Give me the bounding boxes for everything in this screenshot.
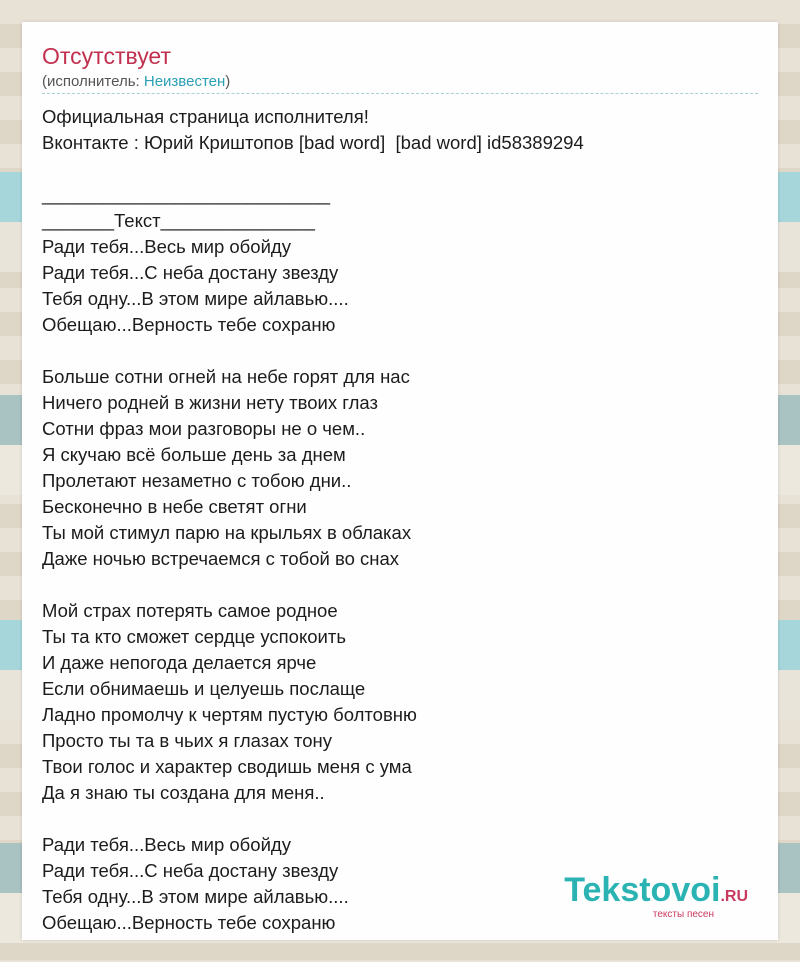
lyrics-line: Обещаю...Верность тебе сохраню bbox=[42, 912, 336, 933]
lyrics-line: Вконтакте : Юрий Криштопов [bad word] [bad word] id58389294 bbox=[42, 132, 584, 153]
lyrics-line: Бесконечно в небе светят огни bbox=[42, 496, 307, 517]
lyrics-line: Сотни фраз мои разговоры не о чем.. bbox=[42, 418, 366, 439]
lyrics-line: Да я знаю ты создана для меня.. bbox=[42, 782, 325, 803]
logo-text: Tekstovoi bbox=[564, 871, 721, 909]
lyrics-line: Даже ночью встречаемся с тобой во снах bbox=[42, 548, 400, 569]
lyrics-line: Твои голос и характер сводишь меня с ума bbox=[42, 756, 412, 777]
site-logo[interactable] bbox=[564, 872, 748, 920]
lyrics-line: Ничего родней в жизни нету твоих глаз bbox=[42, 392, 378, 413]
lyrics-line: Ладно промолчу к чертям пустую болтовню bbox=[42, 704, 417, 725]
logo-tagline: тексты песен bbox=[652, 909, 714, 920]
lyrics-line: Тебя одну...В этом мире айлавью.... bbox=[42, 288, 349, 309]
artist-suffix: ) bbox=[225, 73, 231, 90]
lyrics-line: Ты та кто сможет сердце успокоить bbox=[42, 626, 346, 647]
artist-line bbox=[42, 73, 230, 91]
lyrics-text bbox=[42, 104, 758, 936]
song-title: Отсутствует bbox=[42, 43, 171, 69]
lyrics-line: Тебя одну...В этом мире айлавью.... bbox=[42, 886, 349, 907]
lyrics-line: Больше сотни огней на небе горят для нас bbox=[42, 366, 410, 387]
lyrics-line: Мой страх потерять самое родное bbox=[42, 600, 338, 621]
lyrics-line: _______Текст_______________ bbox=[42, 210, 315, 231]
lyrics-line: И даже непогода делается ярче bbox=[42, 652, 317, 673]
lyrics-line bbox=[42, 572, 758, 598]
artist-label: (исполнитель: bbox=[42, 73, 144, 90]
lyrics-line: Ради тебя...Весь мир обойду bbox=[42, 834, 291, 855]
lyrics-line bbox=[42, 338, 758, 364]
logo-tld: .RU bbox=[720, 888, 748, 905]
lyrics-line bbox=[42, 806, 758, 832]
lyrics-line: ____________________________ bbox=[42, 184, 331, 205]
artist-link[interactable]: Неизвестен bbox=[143, 73, 226, 90]
lyrics-line: Ты мой стимул парю на крыльях в облаках bbox=[42, 522, 412, 543]
lyrics-line: Обещаю...Верность тебе сохраню bbox=[42, 314, 336, 335]
lyrics-line: Ради тебя...Весь мир обойду bbox=[42, 236, 291, 257]
lyrics-line: Если обнимаешь и целуешь послаще bbox=[42, 678, 366, 699]
lyrics-line: Я скучаю всё больше день за днем bbox=[42, 444, 346, 465]
lyrics-line bbox=[42, 156, 758, 182]
lyrics-line: Просто ты та в чьих я глазах тону bbox=[42, 730, 332, 751]
lyrics-line: Официальная страница исполнителя! bbox=[42, 106, 369, 127]
lyrics-line: Пролетают незаметно с тобою дни.. bbox=[42, 470, 352, 491]
title-divider bbox=[42, 93, 758, 94]
lyrics-line: Ради тебя...С неба достану звезду bbox=[42, 860, 339, 881]
lyrics-line: Ради тебя...С неба достану звезду bbox=[42, 262, 339, 283]
lyrics-card bbox=[22, 22, 778, 940]
